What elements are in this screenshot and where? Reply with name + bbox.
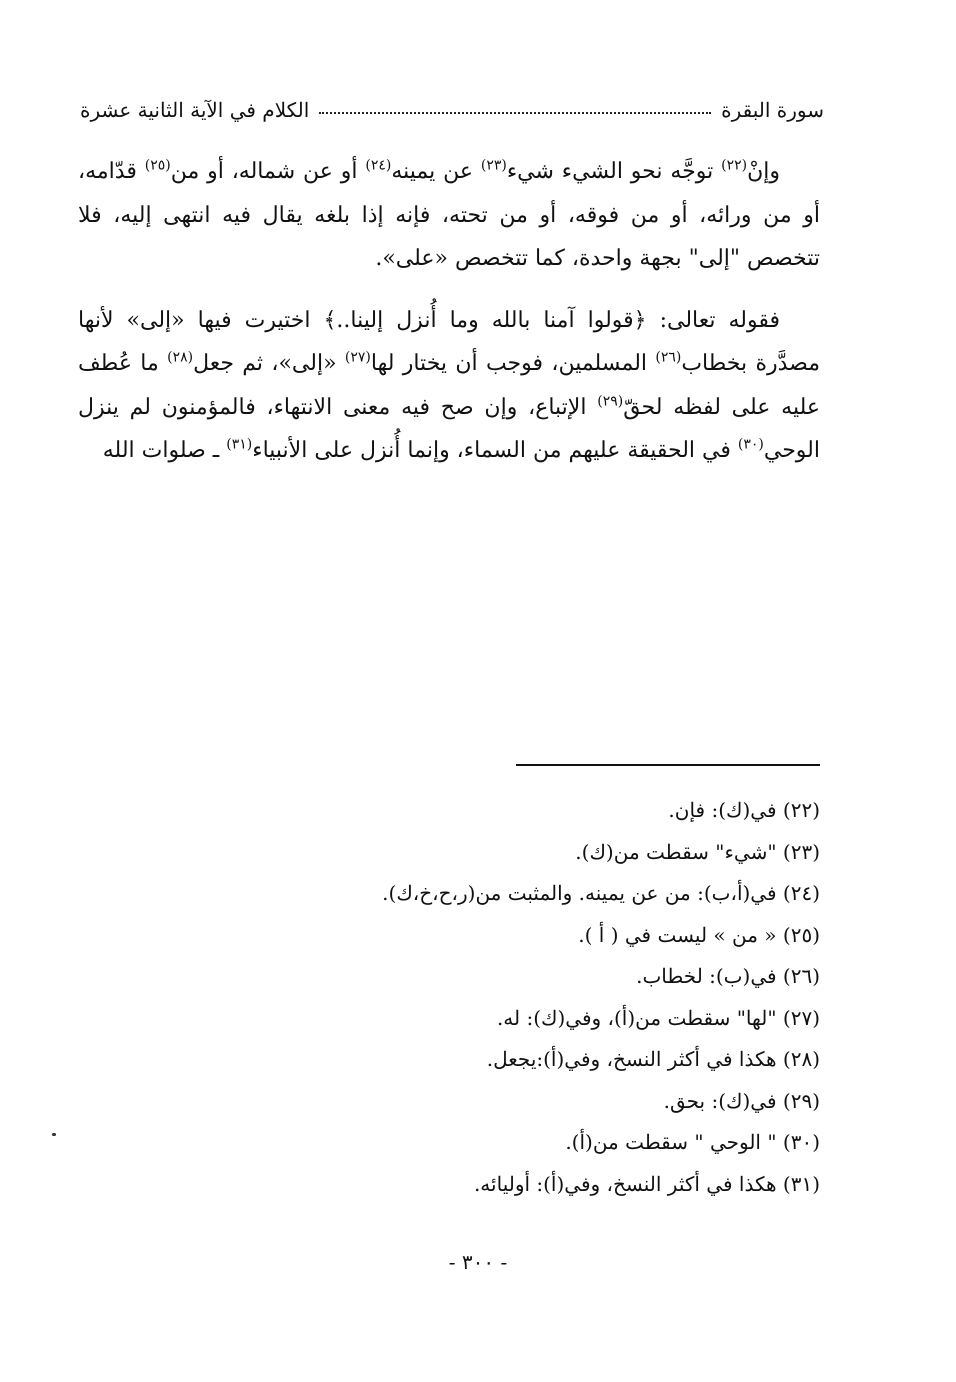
paragraph-text: توجَّه نحو الشيء شيء [506, 159, 722, 184]
footnote-marker: (٢٧) [344, 349, 371, 366]
scan-speck [52, 1133, 56, 1136]
footnote-item: (٢٥) « من » ليست في ( أ ). [578, 922, 820, 947]
footnote-marker: (٣٠) [737, 436, 764, 453]
footnote-item: (٣١) هكذا في أكثر النسخ، وفي(أ): أوليائه. [473, 1171, 820, 1196]
paragraph-text: عن يمينه [391, 159, 481, 184]
paragraph-1 [78, 150, 820, 281]
footnotes-list [380, 790, 820, 1205]
paragraph-text: وإنْ [747, 159, 780, 184]
paragraph-text: ما عُطف عليه على لفظه لحقّ [78, 351, 821, 420]
footnote-item: (٣٠) " الوحي " سقطت من(أ). [565, 1130, 820, 1154]
footnote-item: (٢٦) في(ب): لخطاب. [636, 964, 820, 988]
paragraph-2 [78, 299, 820, 473]
footnote-item: (٢٤) في(أ،ب): من عن يمينه. والمثبت من(ر،ح،خ،ك). [382, 881, 820, 905]
paragraph-text: فقوله تعالى: ﴿قولوا آمنا بالله وما أُنزل إلينا..﴾ اختيرت فيها «إلى» لأنها مصدَّرة بخطاب [78, 307, 821, 376]
paragraph-text: ـ صلوات الله [102, 438, 227, 463]
header-section-title: الكلام في الآية الثانية عشرة [80, 98, 310, 122]
footnote-marker: (٢٣) [480, 157, 507, 174]
footnote-marker: (٢٩) [597, 393, 624, 410]
footnote-item: (٢٢) في(ك): فإن. [668, 798, 820, 822]
paragraph-text: الإتباع، وإن صح فيه معنى الانتهاء، فالمؤمنون لم ينزل الوحي [78, 394, 820, 463]
footnote-item: (٢٧) "لها" سقطت من(أ)، وفي(ك): له. [496, 1005, 820, 1030]
paragraph-text: المسلمين، فوجب أن يختار لها [370, 351, 656, 376]
footnote-marker: (٢٥) [144, 157, 171, 174]
paragraph-text: في الحقيقة عليهم من السماء، وإنما أُنزل على الأنبياء [252, 438, 738, 463]
header-surah: سورة البقرة [721, 98, 824, 122]
footnote-marker: (٢٦) [655, 349, 682, 366]
footnote-marker: (٢٢) [721, 157, 748, 174]
footnote-marker: (٣١) [226, 436, 253, 453]
footnote-item: (٢٣) "شيء" سقطت من(ك). [575, 839, 820, 864]
footnote-separator [516, 764, 820, 766]
footnote-marker: (٢٨) [167, 349, 194, 366]
header-dot-leader [319, 112, 711, 114]
footnote-item: (٢٨) هكذا في أكثر النسخ، وفي(أ):يجعل. [486, 1047, 820, 1071]
paragraph-text: أو عن شماله، أو من [170, 159, 366, 184]
paragraph-text: «إلى»، ثم جعل [193, 351, 345, 376]
body-text [78, 150, 820, 473]
footnote-marker: (٢٤) [365, 157, 392, 174]
running-header [80, 88, 824, 122]
footnote-item: (٢٩) في(ك): بحق. [663, 1088, 820, 1113]
paragraph-text: قدّامه، أو من ورائه، أو من فوقه، أو من تحته، فإنه إذا بلغه يقال فيه انتهى إليه، فلا تتخصص "إلى" بجهة واحدة، كما تتخصص «على». [78, 159, 820, 271]
page-number: - ٣٠٠ - [448, 1250, 508, 1274]
